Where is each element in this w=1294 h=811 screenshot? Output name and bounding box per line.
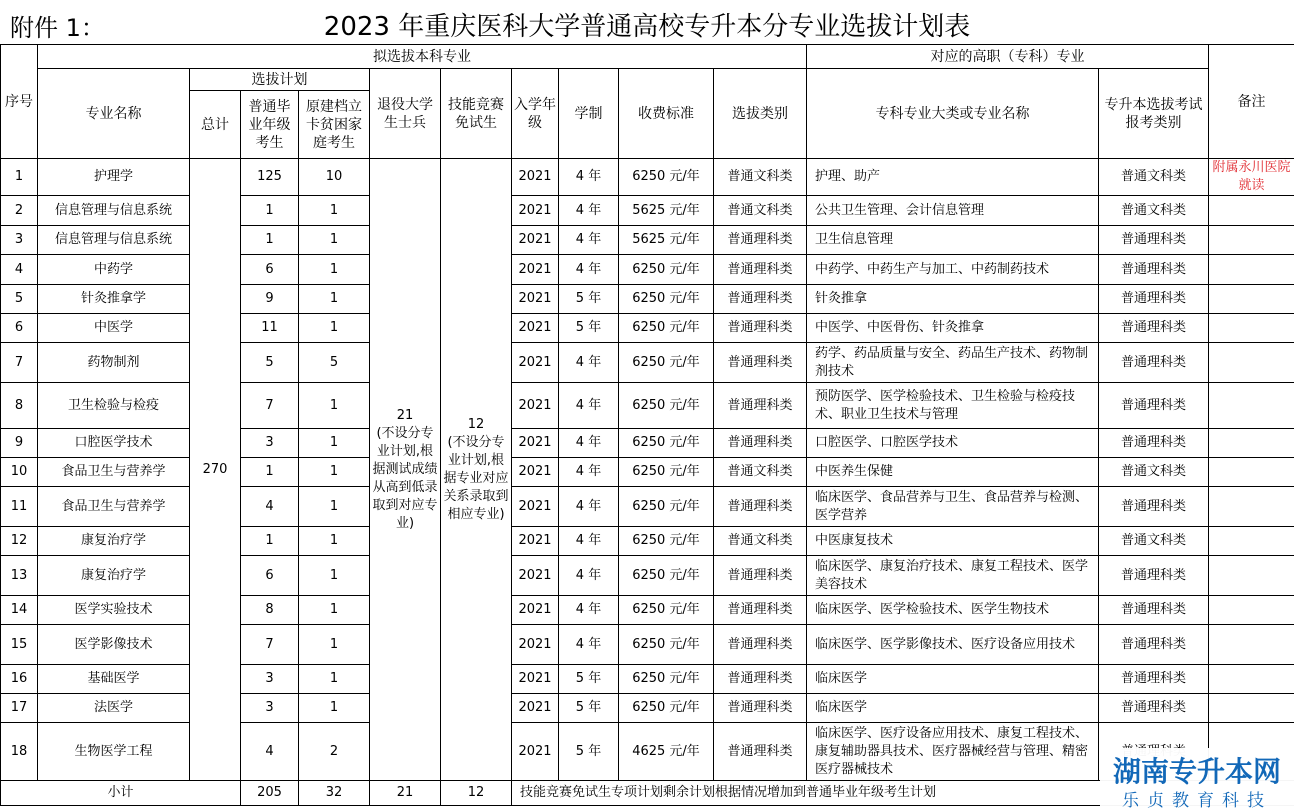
row-fee: 6250 元/年 [619, 487, 714, 527]
row-duration: 4 年 [559, 458, 619, 487]
col-seq-header: 序号 [1, 45, 38, 159]
row-exam-category: 普通理科类 [1099, 285, 1209, 314]
row-poverty-count: 1 [299, 665, 370, 694]
row-seq: 2 [1, 196, 38, 226]
col-duration-header: 学制 [559, 69, 619, 159]
row-poverty-count: 1 [299, 314, 370, 343]
row-duration: 4 年 [559, 383, 619, 429]
row-major: 卫生检验与检疫 [38, 383, 190, 429]
row-general-count: 4 [241, 487, 299, 527]
row-year: 2021 [512, 596, 559, 625]
subtotal-veteran: 21 [370, 781, 441, 806]
row-duration: 4 年 [559, 487, 619, 527]
row-seq: 14 [1, 596, 38, 625]
row-vocational: 临床医学、医疗设备应用技术、康复工程技术、康复辅助器具技术、医疗器械经营与管理、精密医疗器械技术 [807, 723, 1099, 781]
row-category: 普通理科类 [714, 285, 807, 314]
row-remark: 附属永川医院就读 [1209, 159, 1294, 196]
row-poverty-count: 1 [299, 694, 370, 723]
row-general-count: 3 [241, 694, 299, 723]
row-duration: 5 年 [559, 665, 619, 694]
row-vocational: 中医学、中医骨伤、针灸推拿 [807, 314, 1099, 343]
row-major: 针灸推拿学 [38, 285, 190, 314]
row-exam-category: 普通文科类 [1099, 527, 1209, 556]
row-major: 康复治疗学 [38, 527, 190, 556]
row-fee: 4625 元/年 [619, 723, 714, 781]
row-vocational: 临床医学、食品营养与卫生、食品营养与检测、医学营养 [807, 487, 1099, 527]
row-category: 普通理科类 [714, 625, 807, 665]
row-remark [1209, 527, 1294, 556]
col-fee-header: 收费标准 [619, 69, 714, 159]
row-category: 普通文科类 [714, 458, 807, 487]
row-year: 2021 [512, 383, 559, 429]
row-duration: 4 年 [559, 429, 619, 458]
row-poverty-count: 5 [299, 343, 370, 383]
row-general-count: 7 [241, 383, 299, 429]
row-vocational: 临床医学 [807, 665, 1099, 694]
row-seq: 12 [1, 527, 38, 556]
row-fee: 6250 元/年 [619, 343, 714, 383]
row-duration: 4 年 [559, 196, 619, 226]
row-major: 信息管理与信息系统 [38, 226, 190, 255]
row-general-count: 1 [241, 527, 299, 556]
row-duration: 5 年 [559, 723, 619, 781]
row-fee: 6250 元/年 [619, 596, 714, 625]
row-seq: 5 [1, 285, 38, 314]
row-duration: 4 年 [559, 255, 619, 285]
row-category: 普通文科类 [714, 196, 807, 226]
row-year: 2021 [512, 314, 559, 343]
row-fee: 6250 元/年 [619, 625, 714, 665]
row-exam-category: 普通理科类 [1099, 255, 1209, 285]
skill-total: 12 [443, 416, 509, 434]
row-general-count: 3 [241, 429, 299, 458]
row-fee: 6250 元/年 [619, 458, 714, 487]
row-poverty-count: 1 [299, 383, 370, 429]
col-veteran-header: 退役大学生士兵 [370, 69, 441, 159]
row-poverty-count: 1 [299, 196, 370, 226]
row-major: 中医学 [38, 314, 190, 343]
row-major: 医学影像技术 [38, 625, 190, 665]
row-poverty-count: 1 [299, 429, 370, 458]
row-seq: 17 [1, 694, 38, 723]
row-fee: 6250 元/年 [619, 429, 714, 458]
row-category: 普通理科类 [714, 226, 807, 255]
row-major: 药物制剂 [38, 343, 190, 383]
row-fee: 6250 元/年 [619, 314, 714, 343]
row-exam-category: 普通理科类 [1099, 487, 1209, 527]
row-fee: 6250 元/年 [619, 665, 714, 694]
row-remark [1209, 458, 1294, 487]
skill-plan-cell [441, 159, 512, 781]
row-seq: 7 [1, 343, 38, 383]
row-general-count: 9 [241, 285, 299, 314]
row-major: 生物医学工程 [38, 723, 190, 781]
watermark-slogan: 乐贞教育科技 [1100, 786, 1294, 811]
col-general-header: 普通毕业年级考生 [241, 91, 299, 159]
row-exam-category: 普通理科类 [1099, 429, 1209, 458]
row-year: 2021 [512, 226, 559, 255]
row-poverty-count: 2 [299, 723, 370, 781]
row-vocational: 中药学、中药生产与加工、中药制药技术 [807, 255, 1099, 285]
row-poverty-count: 1 [299, 255, 370, 285]
veteran-plan-cell [370, 159, 441, 781]
row-seq: 8 [1, 383, 38, 429]
veteran-note: (不设分专业计划,根据测试成绩从高到低录取到对应专业) [372, 425, 438, 533]
row-general-count: 6 [241, 255, 299, 285]
row-exam-category: 普通理科类 [1099, 383, 1209, 429]
row-major: 食品卫生与营养学 [38, 458, 190, 487]
row-duration: 4 年 [559, 556, 619, 596]
subtotal-skill: 12 [441, 781, 512, 806]
row-year: 2021 [512, 255, 559, 285]
row-vocational: 临床医学 [807, 694, 1099, 723]
skill-note: (不设分专业计划,根据专业对应关系录取到相应专业) [443, 434, 509, 524]
row-poverty-count: 1 [299, 625, 370, 665]
row-vocational: 临床医学、康复治疗技术、康复工程技术、医学美容技术 [807, 556, 1099, 596]
page-title: 2023 年重庆医科大学普通高校专升本分专业选拔计划表 [0, 6, 1294, 43]
row-seq: 6 [1, 314, 38, 343]
row-seq: 11 [1, 487, 38, 527]
row-exam-category: 普通文科类 [1099, 458, 1209, 487]
row-exam-category: 普通理科类 [1099, 625, 1209, 665]
row-poverty-count: 1 [299, 458, 370, 487]
row-remark [1209, 255, 1294, 285]
row-duration: 4 年 [559, 527, 619, 556]
row-seq: 1 [1, 159, 38, 196]
row-fee: 6250 元/年 [619, 694, 714, 723]
row-general-count: 8 [241, 596, 299, 625]
row-remark [1209, 487, 1294, 527]
row-category: 普通理科类 [714, 665, 807, 694]
row-general-count: 5 [241, 343, 299, 383]
row-poverty-count: 1 [299, 226, 370, 255]
row-remark [1209, 556, 1294, 596]
row-fee: 6250 元/年 [619, 527, 714, 556]
row-duration: 5 年 [559, 285, 619, 314]
row-seq: 9 [1, 429, 38, 458]
row-duration: 4 年 [559, 625, 619, 665]
row-remark [1209, 429, 1294, 458]
row-fee: 6250 元/年 [619, 556, 714, 596]
row-year: 2021 [512, 556, 559, 596]
row-year: 2021 [512, 723, 559, 781]
row-exam-category: 普通文科类 [1099, 196, 1209, 226]
row-seq: 16 [1, 665, 38, 694]
row-seq: 13 [1, 556, 38, 596]
row-vocational: 药学、药品质量与安全、药品生产技术、药物制剂技术 [807, 343, 1099, 383]
row-major: 康复治疗学 [38, 556, 190, 596]
row-vocational: 中医养生保健 [807, 458, 1099, 487]
row-major: 食品卫生与营养学 [38, 487, 190, 527]
row-vocational: 临床医学、医学检验技术、医学生物技术 [807, 596, 1099, 625]
row-vocational: 公共卫生管理、会计信息管理 [807, 196, 1099, 226]
row-remark [1209, 226, 1294, 255]
row-year: 2021 [512, 343, 559, 383]
subtotal-general: 205 [241, 781, 299, 806]
col-poverty-header: 原建档立卡贫困家庭考生 [299, 91, 370, 159]
watermark-brand: 湖南专升本网 [1100, 750, 1294, 790]
row-poverty-count: 1 [299, 487, 370, 527]
row-major: 信息管理与信息系统 [38, 196, 190, 226]
row-fee: 6250 元/年 [619, 285, 714, 314]
row-exam-category: 普通文科类 [1099, 159, 1209, 196]
col-category-header: 选拔类别 [714, 69, 807, 159]
row-exam-category: 普通理科类 [1099, 226, 1209, 255]
row-general-count: 11 [241, 314, 299, 343]
row-exam-category: 普通理科类 [1099, 343, 1209, 383]
row-year: 2021 [512, 625, 559, 665]
row-duration: 4 年 [559, 226, 619, 255]
row-general-count: 4 [241, 723, 299, 781]
row-remark [1209, 694, 1294, 723]
undergrad-group-header: 拟选拔本科专业 [38, 45, 807, 69]
plan-group-header: 选拔计划 [190, 69, 370, 91]
row-vocational: 口腔医学、口腔医学技术 [807, 429, 1099, 458]
row-poverty-count: 1 [299, 527, 370, 556]
row-remark [1209, 196, 1294, 226]
row-exam-category: 普通理科类 [1099, 596, 1209, 625]
row-vocational: 卫生信息管理 [807, 226, 1099, 255]
row-year: 2021 [512, 285, 559, 314]
row-category: 普通理科类 [714, 487, 807, 527]
row-year: 2021 [512, 458, 559, 487]
row-category: 普通文科类 [714, 159, 807, 196]
row-year: 2021 [512, 665, 559, 694]
row-vocational: 护理、助产 [807, 159, 1099, 196]
row-exam-category: 普通理科类 [1099, 556, 1209, 596]
vocational-group-header: 对应的高职（专科）专业 [807, 45, 1209, 69]
row-category: 普通理科类 [714, 383, 807, 429]
row-poverty-count: 1 [299, 596, 370, 625]
col-skill-header: 技能竞赛免试生 [441, 69, 512, 159]
row-fee: 6250 元/年 [619, 159, 714, 196]
row-major: 口腔医学技术 [38, 429, 190, 458]
row-category: 普通文科类 [714, 527, 807, 556]
row-seq: 15 [1, 625, 38, 665]
row-duration: 4 年 [559, 159, 619, 196]
row-seq: 4 [1, 255, 38, 285]
row-major: 护理学 [38, 159, 190, 196]
row-vocational: 中医康复技术 [807, 527, 1099, 556]
page-header [0, 0, 1294, 44]
row-general-count: 3 [241, 665, 299, 694]
row-exam-category: 普通理科类 [1099, 694, 1209, 723]
row-general-count: 6 [241, 556, 299, 596]
row-remark [1209, 596, 1294, 625]
veteran-total: 21 [372, 407, 438, 425]
table-row [1, 159, 1294, 196]
subtotal-note: 技能竞赛免试生专项计划剩余计划根据情况增加到普通毕业年级考生计划 [512, 781, 1294, 806]
row-general-count: 1 [241, 226, 299, 255]
row-seq: 18 [1, 723, 38, 781]
row-category: 普通理科类 [714, 314, 807, 343]
row-year: 2021 [512, 527, 559, 556]
row-remark [1209, 383, 1294, 429]
row-category: 普通理科类 [714, 723, 807, 781]
row-major: 法医学 [38, 694, 190, 723]
col-remark-header: 备注 [1209, 45, 1294, 159]
row-major: 基础医学 [38, 665, 190, 694]
row-seq: 10 [1, 458, 38, 487]
row-category: 普通理科类 [714, 429, 807, 458]
col-vocational-header: 专科专业大类或专业名称 [807, 69, 1099, 159]
row-duration: 5 年 [559, 314, 619, 343]
row-fee: 5625 元/年 [619, 196, 714, 226]
row-general-count: 7 [241, 625, 299, 665]
row-fee: 6250 元/年 [619, 383, 714, 429]
row-poverty-count: 1 [299, 285, 370, 314]
col-year-header: 入学年级 [512, 69, 559, 159]
watermark [1100, 748, 1294, 809]
row-poverty-count: 10 [299, 159, 370, 196]
row-category: 普通理科类 [714, 694, 807, 723]
row-poverty-count: 1 [299, 556, 370, 596]
row-year: 2021 [512, 694, 559, 723]
selection-plan-table [0, 44, 1294, 806]
row-year: 2021 [512, 487, 559, 527]
row-major: 中药学 [38, 255, 190, 285]
row-duration: 4 年 [559, 343, 619, 383]
row-year: 2021 [512, 429, 559, 458]
row-general-count: 125 [241, 159, 299, 196]
row-fee: 6250 元/年 [619, 255, 714, 285]
col-major-header: 专业名称 [38, 69, 190, 159]
col-exam-header: 专升本选拔考试报考类别 [1099, 69, 1209, 159]
row-remark [1209, 314, 1294, 343]
row-category: 普通理科类 [714, 556, 807, 596]
row-general-count: 1 [241, 196, 299, 226]
row-year: 2021 [512, 159, 559, 196]
row-remark [1209, 625, 1294, 665]
row-vocational: 预防医学、医学检验技术、卫生检验与检疫技术、职业卫生技术与管理 [807, 383, 1099, 429]
row-category: 普通理科类 [714, 343, 807, 383]
total-cell: 270 [190, 159, 241, 781]
row-fee: 5625 元/年 [619, 226, 714, 255]
row-year: 2021 [512, 196, 559, 226]
row-remark [1209, 285, 1294, 314]
row-duration: 5 年 [559, 694, 619, 723]
row-vocational: 临床医学、医学影像技术、医疗设备应用技术 [807, 625, 1099, 665]
row-category: 普通理科类 [714, 255, 807, 285]
col-total-header: 总计 [190, 91, 241, 159]
row-remark [1209, 343, 1294, 383]
row-exam-category: 普通理科类 [1099, 665, 1209, 694]
row-exam-category: 普通理科类 [1099, 314, 1209, 343]
attachment-label: 附件 1： [10, 8, 105, 43]
row-seq: 3 [1, 226, 38, 255]
row-category: 普通理科类 [714, 596, 807, 625]
row-duration: 4 年 [559, 596, 619, 625]
row-vocational: 针灸推拿 [807, 285, 1099, 314]
subtotal-label: 小计 [1, 781, 241, 806]
row-remark [1209, 665, 1294, 694]
row-general-count: 1 [241, 458, 299, 487]
row-major: 医学实验技术 [38, 596, 190, 625]
subtotal-poverty: 32 [299, 781, 370, 806]
